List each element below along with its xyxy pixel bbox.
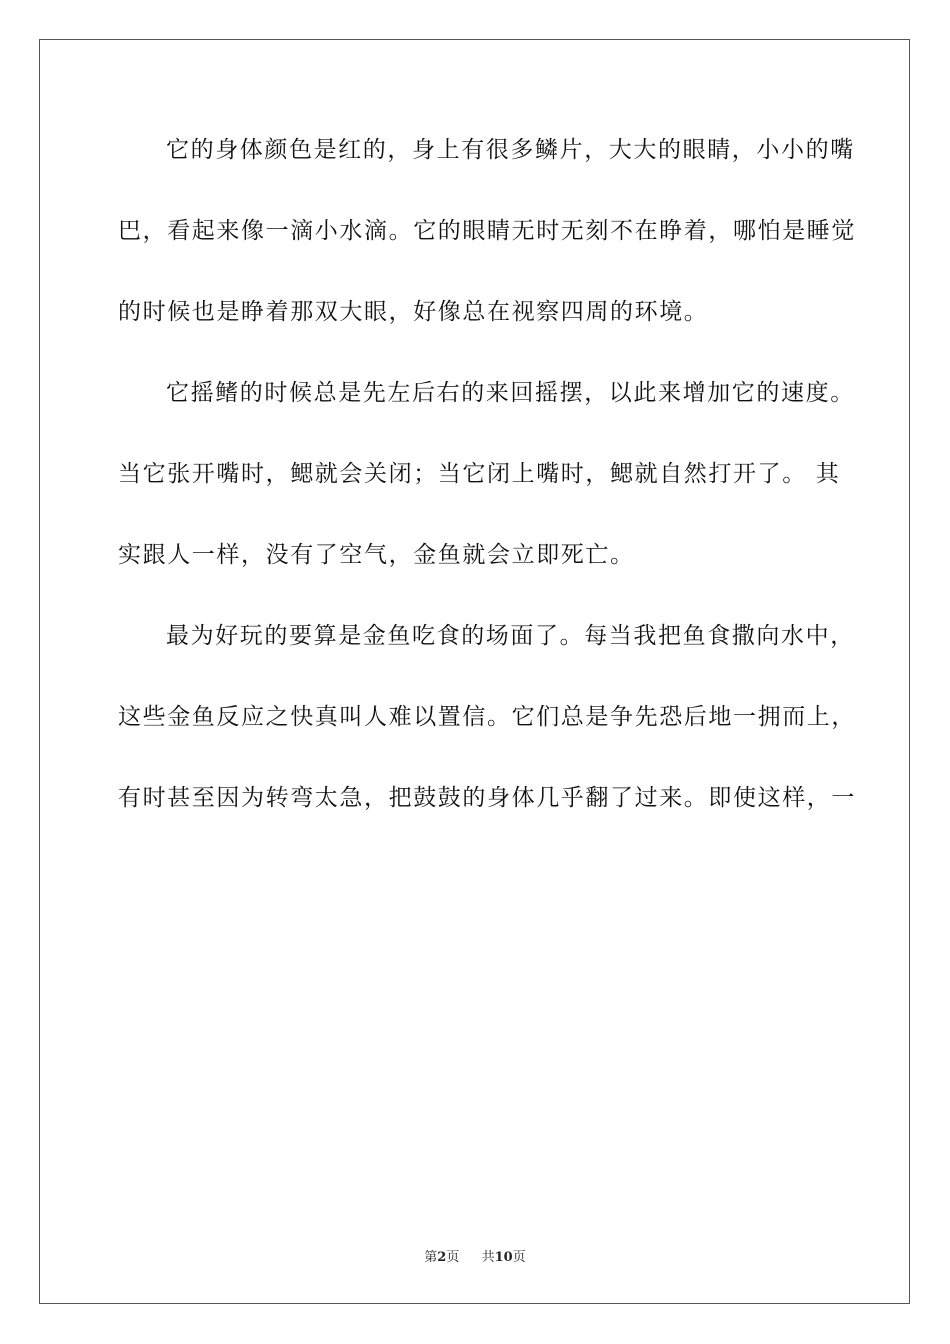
- page-number-label: [424, 1246, 459, 1265]
- total-prefix: 共: [481, 1250, 495, 1265]
- page-suffix: 页: [446, 1250, 460, 1265]
- total-suffix: 页: [512, 1250, 526, 1265]
- text-line: 这些金鱼反应之快真叫人难以置信。它们总是争先恐后地一拥而上，: [118, 704, 856, 730]
- document-body: [118, 124, 856, 853]
- page-number: 2: [437, 1250, 447, 1265]
- page-footer: [0, 1246, 950, 1265]
- text-line: 巴，看起来像一滴小水滴。它的眼睛无时无刻不在睁着，哪怕是睡觉: [118, 218, 856, 244]
- text-line: 它的身体颜色是红的，身上有很多鳞片，大大的眼睛，小小的嘴: [166, 137, 855, 163]
- text-line: 它摇鳍的时候总是先左后右的来回摇摆，以此来增加它的速度。: [166, 380, 855, 406]
- text-line: 有时甚至因为转弯太急，把鼓鼓的身体几乎翻了过来。即使这样，一: [118, 785, 856, 811]
- text-line: 实跟人一样，没有了空气，金鱼就会立即死亡。: [118, 542, 635, 568]
- total-pages: 10: [494, 1250, 513, 1265]
- text-line: 的时候也是睁着那双大眼，好像总在视察四周的环境。: [118, 299, 709, 325]
- text-line: 最为好玩的要算是金鱼吃食的场面了。每当我把鱼食撒向水中，: [166, 623, 855, 649]
- text-line: 当它张开嘴时，鳃就会关闭；当它闭上嘴时，鳃就自然打开了。 其: [118, 461, 841, 487]
- total-pages-label: [482, 1246, 526, 1265]
- page-prefix: 第: [424, 1250, 438, 1265]
